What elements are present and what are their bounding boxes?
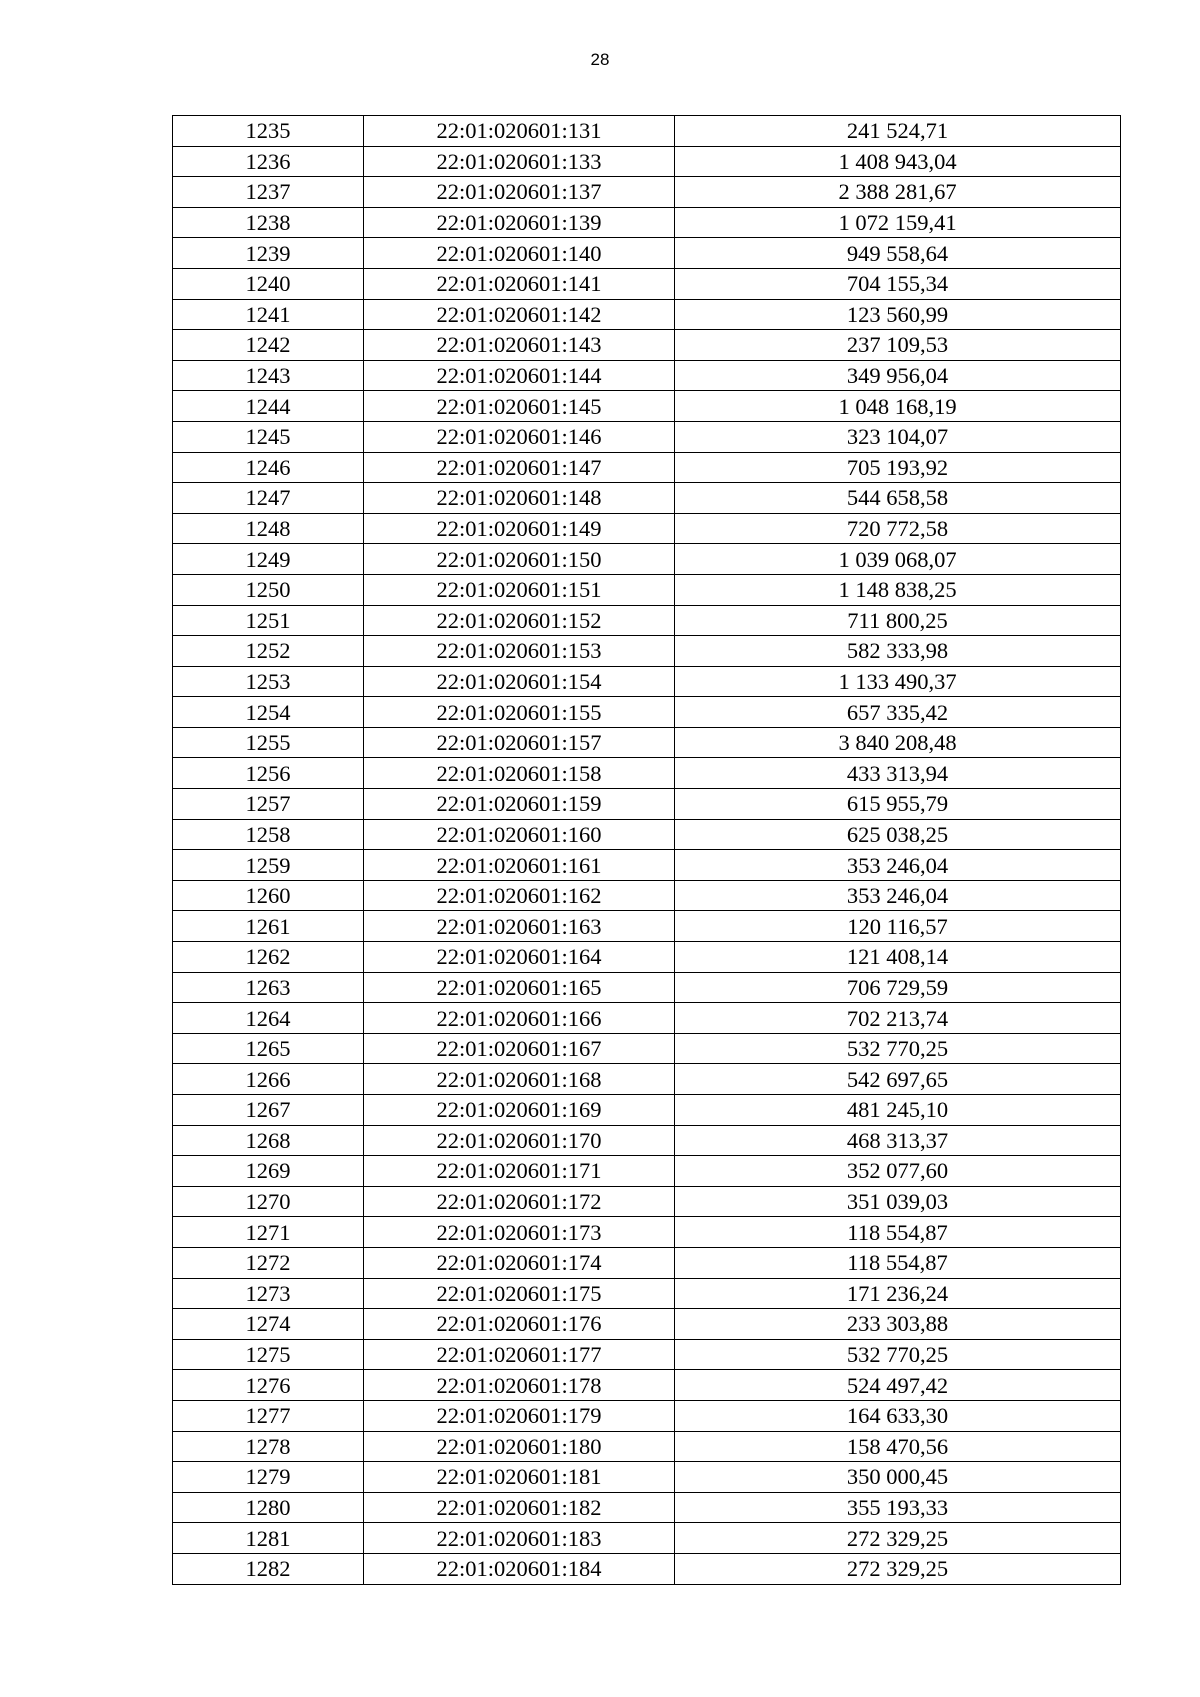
row-number-cell: 1267 <box>173 1095 364 1126</box>
cadastral-number-cell: 22:01:020601:178 <box>364 1370 675 1401</box>
row-number-cell: 1265 <box>173 1033 364 1064</box>
table-row <box>173 544 1121 575</box>
row-number-cell: 1256 <box>173 758 364 789</box>
row-number-cell: 1246 <box>173 452 364 483</box>
table-row <box>173 1278 1121 1309</box>
cadastral-number-cell: 22:01:020601:160 <box>364 819 675 850</box>
cadastral-number-cell: 22:01:020601:182 <box>364 1492 675 1523</box>
row-number-cell: 1268 <box>173 1125 364 1156</box>
row-number-cell: 1274 <box>173 1309 364 1340</box>
value-cell: 706 729,59 <box>675 972 1121 1003</box>
value-cell: 544 658,58 <box>675 483 1121 514</box>
row-number-cell: 1249 <box>173 544 364 575</box>
table-row <box>173 1186 1121 1217</box>
row-number-cell: 1277 <box>173 1400 364 1431</box>
value-cell: 123 560,99 <box>675 299 1121 330</box>
table-row <box>173 911 1121 942</box>
table-row <box>173 207 1121 238</box>
table-row <box>173 666 1121 697</box>
row-number-cell: 1262 <box>173 942 364 973</box>
cadastral-number-cell: 22:01:020601:175 <box>364 1278 675 1309</box>
cadastral-number-cell: 22:01:020601:150 <box>364 544 675 575</box>
value-cell: 118 554,87 <box>675 1217 1121 1248</box>
cadastral-number-cell: 22:01:020601:145 <box>364 391 675 422</box>
value-cell: 171 236,24 <box>675 1278 1121 1309</box>
cadastral-number-cell: 22:01:020601:152 <box>364 605 675 636</box>
cadastral-number-cell: 22:01:020601:171 <box>364 1156 675 1187</box>
table-row <box>173 1247 1121 1278</box>
cadastral-number-cell: 22:01:020601:155 <box>364 697 675 728</box>
registry-table <box>172 115 1121 1585</box>
value-cell: 351 039,03 <box>675 1186 1121 1217</box>
value-cell: 949 558,64 <box>675 238 1121 269</box>
cadastral-number-cell: 22:01:020601:179 <box>364 1400 675 1431</box>
table-row <box>173 574 1121 605</box>
row-number-cell: 1275 <box>173 1339 364 1370</box>
cadastral-number-cell: 22:01:020601:162 <box>364 880 675 911</box>
table-row <box>173 1462 1121 1493</box>
row-number-cell: 1241 <box>173 299 364 330</box>
value-cell: 272 329,25 <box>675 1523 1121 1554</box>
cadastral-number-cell: 22:01:020601:168 <box>364 1064 675 1095</box>
table-row <box>173 789 1121 820</box>
row-number-cell: 1240 <box>173 268 364 299</box>
value-cell: 3 840 208,48 <box>675 727 1121 758</box>
row-number-cell: 1272 <box>173 1247 364 1278</box>
table-row <box>173 330 1121 361</box>
cadastral-number-cell: 22:01:020601:157 <box>364 727 675 758</box>
row-number-cell: 1252 <box>173 636 364 667</box>
table-row <box>173 1523 1121 1554</box>
cadastral-number-cell: 22:01:020601:183 <box>364 1523 675 1554</box>
cadastral-number-cell: 22:01:020601:144 <box>364 360 675 391</box>
row-number-cell: 1282 <box>173 1553 364 1584</box>
row-number-cell: 1276 <box>173 1370 364 1401</box>
table-row <box>173 1431 1121 1462</box>
table-row <box>173 146 1121 177</box>
cadastral-number-cell: 22:01:020601:161 <box>364 850 675 881</box>
registry-table-body <box>173 116 1121 1585</box>
cadastral-number-cell: 22:01:020601:165 <box>364 972 675 1003</box>
value-cell: 524 497,42 <box>675 1370 1121 1401</box>
value-cell: 1 039 068,07 <box>675 544 1121 575</box>
row-number-cell: 1237 <box>173 177 364 208</box>
table-row <box>173 1156 1121 1187</box>
table-row <box>173 1064 1121 1095</box>
table-row <box>173 452 1121 483</box>
cadastral-number-cell: 22:01:020601:169 <box>364 1095 675 1126</box>
row-number-cell: 1266 <box>173 1064 364 1095</box>
table-row <box>173 1370 1121 1401</box>
value-cell: 532 770,25 <box>675 1339 1121 1370</box>
row-number-cell: 1245 <box>173 421 364 452</box>
table-row <box>173 605 1121 636</box>
row-number-cell: 1236 <box>173 146 364 177</box>
table-row <box>173 697 1121 728</box>
row-number-cell: 1271 <box>173 1217 364 1248</box>
value-cell: 704 155,34 <box>675 268 1121 299</box>
cadastral-number-cell: 22:01:020601:164 <box>364 942 675 973</box>
table-row <box>173 1125 1121 1156</box>
table-row <box>173 238 1121 269</box>
row-number-cell: 1259 <box>173 850 364 881</box>
table-row <box>173 727 1121 758</box>
row-number-cell: 1242 <box>173 330 364 361</box>
value-cell: 582 333,98 <box>675 636 1121 667</box>
cadastral-number-cell: 22:01:020601:177 <box>364 1339 675 1370</box>
cadastral-number-cell: 22:01:020601:166 <box>364 1003 675 1034</box>
table-row <box>173 1339 1121 1370</box>
row-number-cell: 1279 <box>173 1462 364 1493</box>
value-cell: 355 193,33 <box>675 1492 1121 1523</box>
value-cell: 120 116,57 <box>675 911 1121 942</box>
row-number-cell: 1238 <box>173 207 364 238</box>
row-number-cell: 1260 <box>173 880 364 911</box>
value-cell: 468 313,37 <box>675 1125 1121 1156</box>
cadastral-number-cell: 22:01:020601:172 <box>364 1186 675 1217</box>
value-cell: 720 772,58 <box>675 513 1121 544</box>
value-cell: 711 800,25 <box>675 605 1121 636</box>
value-cell: 233 303,88 <box>675 1309 1121 1340</box>
row-number-cell: 1258 <box>173 819 364 850</box>
table-row <box>173 880 1121 911</box>
row-number-cell: 1248 <box>173 513 364 544</box>
cadastral-number-cell: 22:01:020601:159 <box>364 789 675 820</box>
value-cell: 272 329,25 <box>675 1553 1121 1584</box>
page-number: 28 <box>590 50 610 69</box>
table-row <box>173 758 1121 789</box>
value-cell: 1 408 943,04 <box>675 146 1121 177</box>
row-number-cell: 1251 <box>173 605 364 636</box>
value-cell: 481 245,10 <box>675 1095 1121 1126</box>
value-cell: 1 148 838,25 <box>675 574 1121 605</box>
value-cell: 164 633,30 <box>675 1400 1121 1431</box>
table-row <box>173 1309 1121 1340</box>
value-cell: 615 955,79 <box>675 789 1121 820</box>
value-cell: 353 246,04 <box>675 850 1121 881</box>
cadastral-number-cell: 22:01:020601:174 <box>364 1247 675 1278</box>
table-row <box>173 1217 1121 1248</box>
cadastral-number-cell: 22:01:020601:141 <box>364 268 675 299</box>
cadastral-number-cell: 22:01:020601:154 <box>364 666 675 697</box>
row-number-cell: 1257 <box>173 789 364 820</box>
row-number-cell: 1280 <box>173 1492 364 1523</box>
cadastral-number-cell: 22:01:020601:146 <box>364 421 675 452</box>
value-cell: 705 193,92 <box>675 452 1121 483</box>
table-row <box>173 421 1121 452</box>
cadastral-number-cell: 22:01:020601:176 <box>364 1309 675 1340</box>
cadastral-number-cell: 22:01:020601:131 <box>364 116 675 147</box>
cadastral-number-cell: 22:01:020601:173 <box>364 1217 675 1248</box>
cadastral-number-cell: 22:01:020601:163 <box>364 911 675 942</box>
value-cell: 532 770,25 <box>675 1033 1121 1064</box>
table-row <box>173 513 1121 544</box>
row-number-cell: 1281 <box>173 1523 364 1554</box>
row-number-cell: 1269 <box>173 1156 364 1187</box>
table-row <box>173 116 1121 147</box>
row-number-cell: 1235 <box>173 116 364 147</box>
cadastral-number-cell: 22:01:020601:142 <box>364 299 675 330</box>
row-number-cell: 1244 <box>173 391 364 422</box>
cadastral-number-cell: 22:01:020601:184 <box>364 1553 675 1584</box>
table-row <box>173 483 1121 514</box>
cadastral-number-cell: 22:01:020601:158 <box>364 758 675 789</box>
value-cell: 237 109,53 <box>675 330 1121 361</box>
table-row <box>173 1095 1121 1126</box>
row-number-cell: 1270 <box>173 1186 364 1217</box>
value-cell: 121 408,14 <box>675 942 1121 973</box>
table-row <box>173 819 1121 850</box>
value-cell: 158 470,56 <box>675 1431 1121 1462</box>
row-number-cell: 1243 <box>173 360 364 391</box>
cadastral-number-cell: 22:01:020601:181 <box>364 1462 675 1493</box>
value-cell: 1 072 159,41 <box>675 207 1121 238</box>
table-row <box>173 268 1121 299</box>
row-number-cell: 1253 <box>173 666 364 697</box>
cadastral-number-cell: 22:01:020601:137 <box>364 177 675 208</box>
value-cell: 349 956,04 <box>675 360 1121 391</box>
table-row <box>173 299 1121 330</box>
value-cell: 118 554,87 <box>675 1247 1121 1278</box>
value-cell: 241 524,71 <box>675 116 1121 147</box>
table-row <box>173 850 1121 881</box>
value-cell: 542 697,65 <box>675 1064 1121 1095</box>
table-row <box>173 942 1121 973</box>
row-number-cell: 1263 <box>173 972 364 1003</box>
cadastral-number-cell: 22:01:020601:170 <box>364 1125 675 1156</box>
table-row <box>173 1553 1121 1584</box>
cadastral-number-cell: 22:01:020601:151 <box>364 574 675 605</box>
value-cell: 702 213,74 <box>675 1003 1121 1034</box>
table-row <box>173 391 1121 422</box>
cadastral-number-cell: 22:01:020601:133 <box>364 146 675 177</box>
cadastral-number-cell: 22:01:020601:153 <box>364 636 675 667</box>
value-cell: 352 077,60 <box>675 1156 1121 1187</box>
cadastral-number-cell: 22:01:020601:147 <box>364 452 675 483</box>
cadastral-number-cell: 22:01:020601:167 <box>364 1033 675 1064</box>
row-number-cell: 1273 <box>173 1278 364 1309</box>
cadastral-number-cell: 22:01:020601:148 <box>364 483 675 514</box>
row-number-cell: 1255 <box>173 727 364 758</box>
value-cell: 625 038,25 <box>675 819 1121 850</box>
value-cell: 350 000,45 <box>675 1462 1121 1493</box>
table-row <box>173 636 1121 667</box>
table-row <box>173 1492 1121 1523</box>
table-row <box>173 972 1121 1003</box>
value-cell: 2 388 281,67 <box>675 177 1121 208</box>
table-row <box>173 1003 1121 1034</box>
cadastral-number-cell: 22:01:020601:149 <box>364 513 675 544</box>
row-number-cell: 1239 <box>173 238 364 269</box>
cadastral-number-cell: 22:01:020601:143 <box>364 330 675 361</box>
value-cell: 433 313,94 <box>675 758 1121 789</box>
table-row <box>173 360 1121 391</box>
row-number-cell: 1250 <box>173 574 364 605</box>
row-number-cell: 1254 <box>173 697 364 728</box>
row-number-cell: 1278 <box>173 1431 364 1462</box>
table-row <box>173 1033 1121 1064</box>
row-number-cell: 1247 <box>173 483 364 514</box>
cadastral-number-cell: 22:01:020601:180 <box>364 1431 675 1462</box>
value-cell: 323 104,07 <box>675 421 1121 452</box>
value-cell: 1 048 168,19 <box>675 391 1121 422</box>
row-number-cell: 1261 <box>173 911 364 942</box>
row-number-cell: 1264 <box>173 1003 364 1034</box>
table-row <box>173 177 1121 208</box>
value-cell: 353 246,04 <box>675 880 1121 911</box>
table-row <box>173 1400 1121 1431</box>
value-cell: 1 133 490,37 <box>675 666 1121 697</box>
cadastral-number-cell: 22:01:020601:140 <box>364 238 675 269</box>
value-cell: 657 335,42 <box>675 697 1121 728</box>
cadastral-number-cell: 22:01:020601:139 <box>364 207 675 238</box>
